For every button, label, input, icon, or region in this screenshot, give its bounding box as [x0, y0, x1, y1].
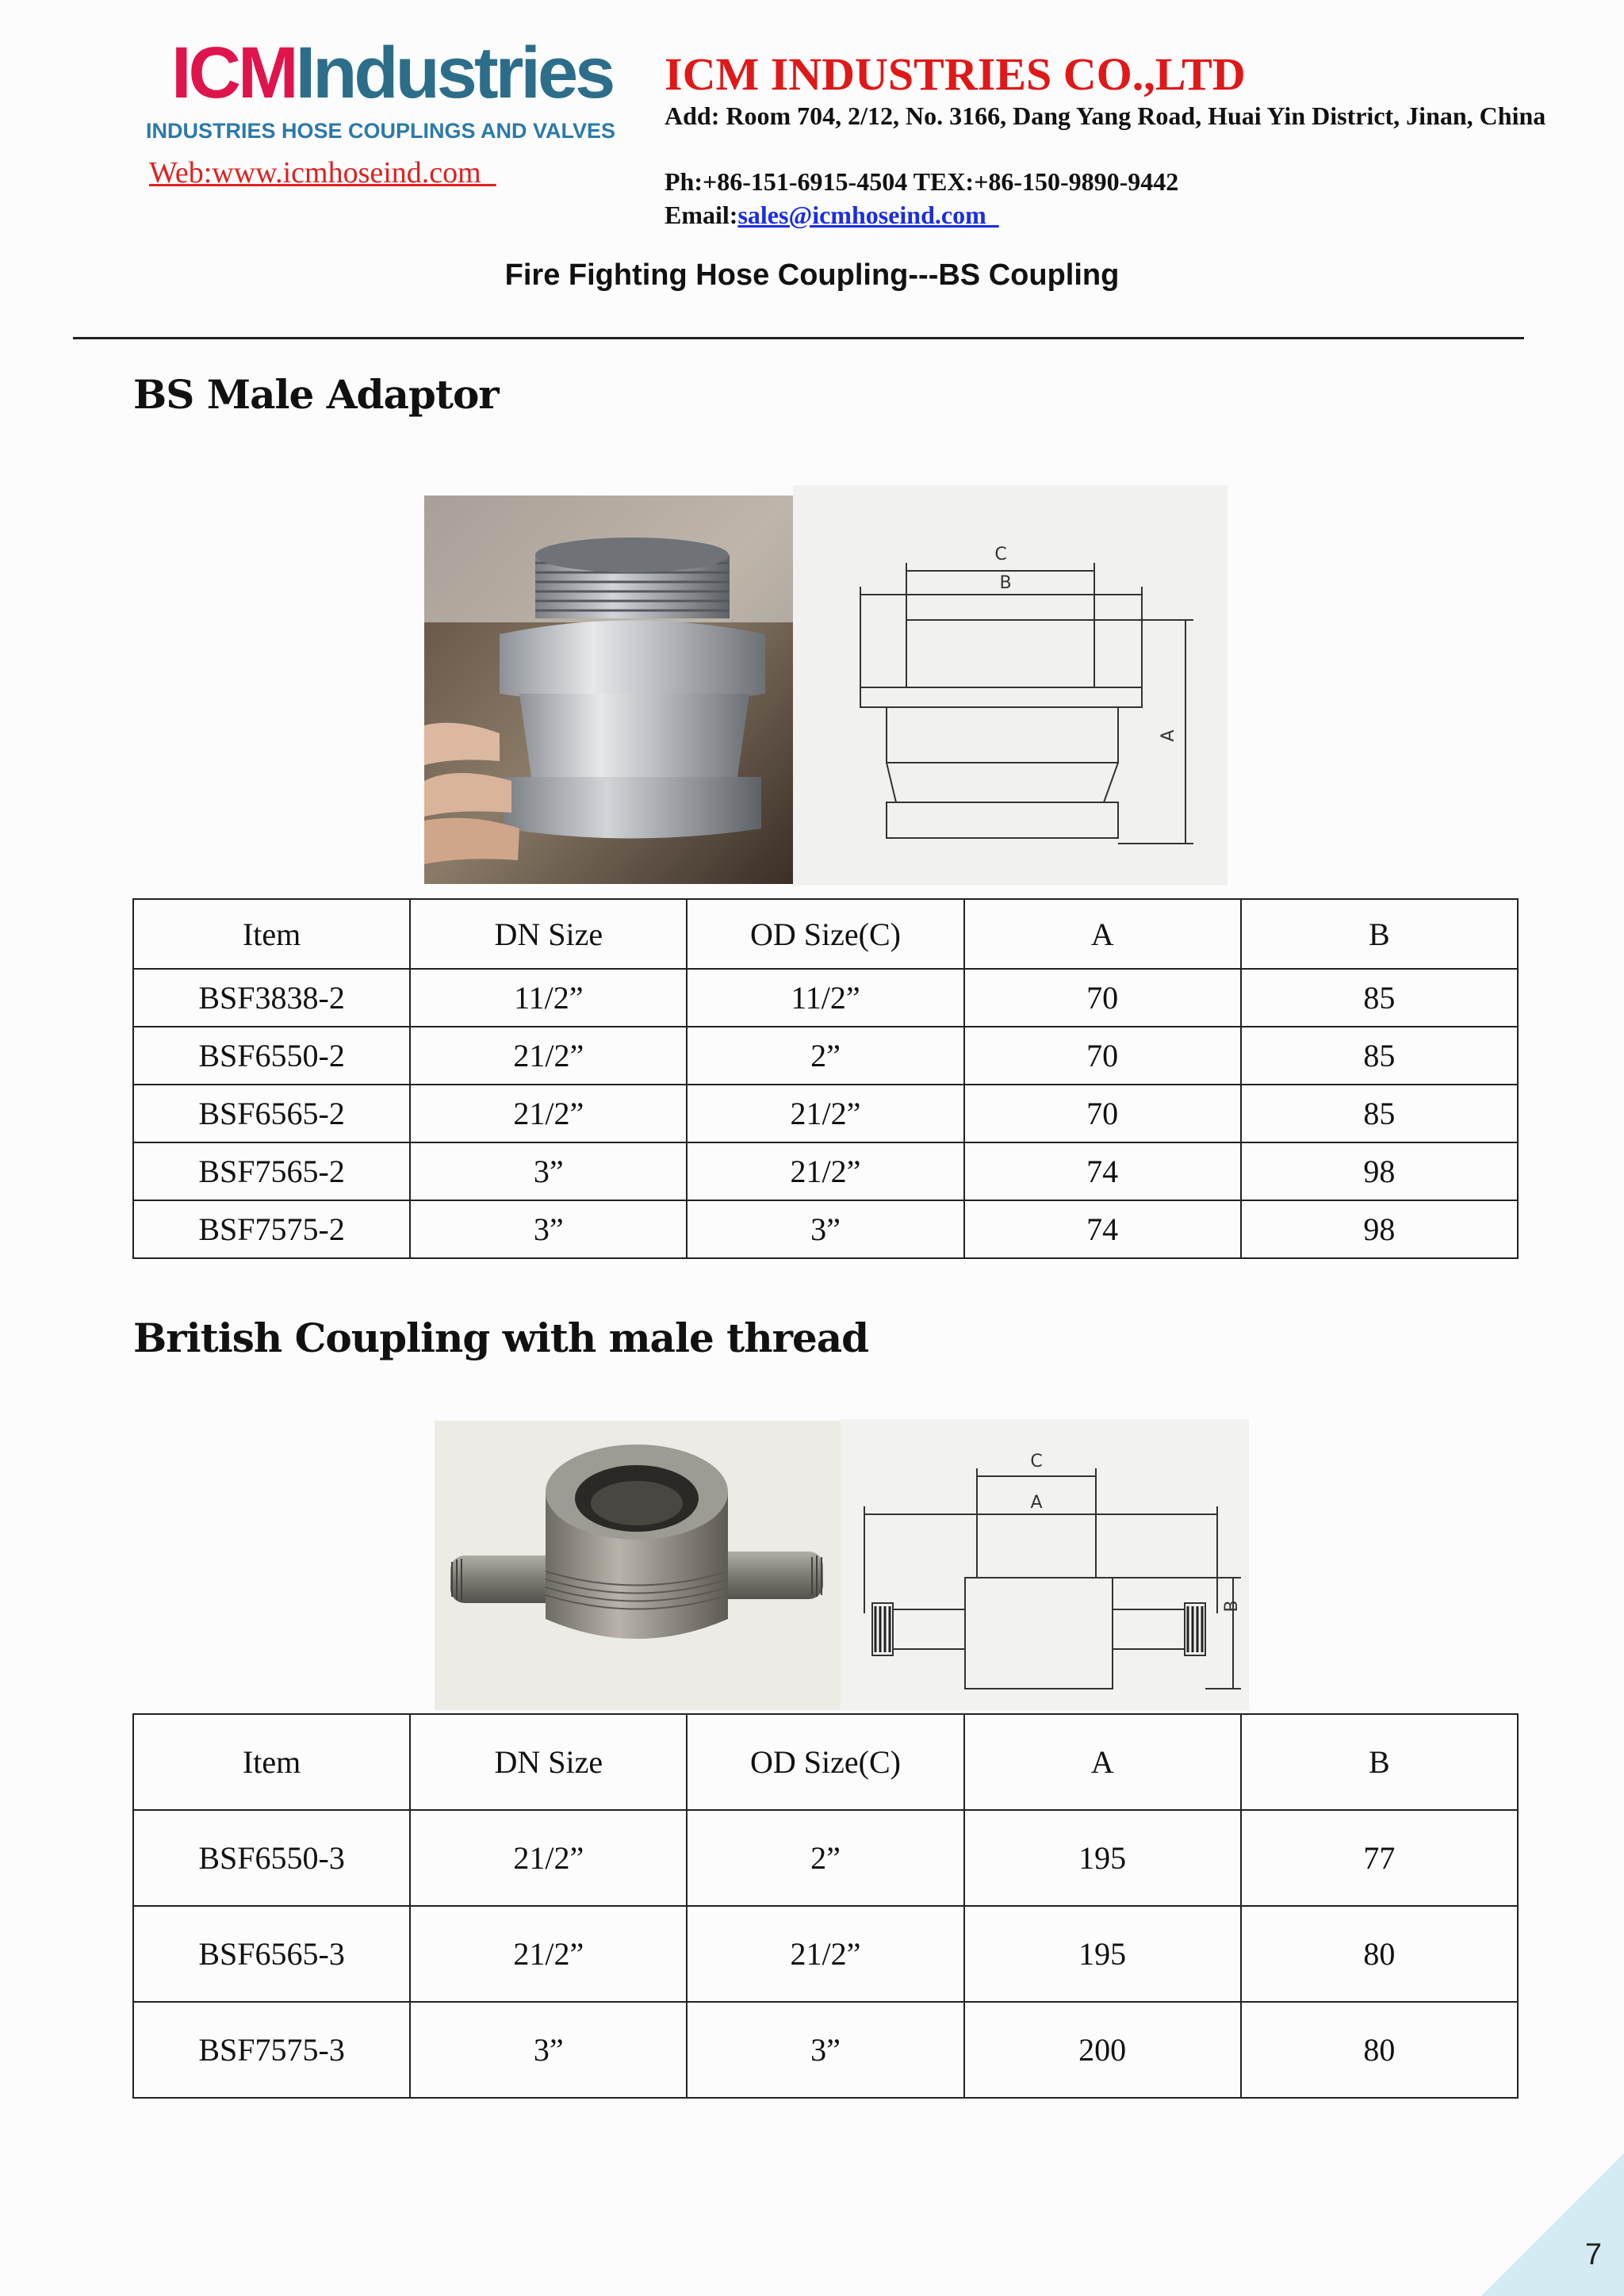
bs-male-adaptor-drawing: [793, 485, 1228, 886]
company-address: Add: Room 704, 2/12, No. 3166, Dang Yang Road, Huai Yin District, Jinan, China: [665, 101, 1546, 130]
company-email: [665, 201, 999, 230]
document-title: Fire Fighting Hose Coupling---BS Coupling: [504, 258, 1120, 292]
cell-item: BSF7575-2: [133, 1200, 410, 1258]
cell-item: BSF3838-2: [133, 969, 410, 1027]
header-od-size: OD Size(C): [687, 1714, 963, 1810]
cell-a: 74: [964, 1200, 1241, 1258]
header-b: B: [1241, 1714, 1518, 1810]
email-label: Email:: [665, 201, 738, 229]
cell-od-size: 21/2”: [687, 1142, 963, 1200]
bs-male-adaptor-photo: [424, 496, 793, 884]
cell-od-size: 2”: [687, 1810, 963, 1906]
header-od-size: OD Size(C): [687, 899, 963, 969]
cell-a: 195: [964, 1810, 1241, 1906]
cell-dn-size: 11/2”: [410, 969, 687, 1027]
table-row: [133, 1200, 1518, 1258]
british-coupling-photo: [435, 1421, 841, 1710]
cell-dn-size: 3”: [410, 1200, 687, 1258]
table-header-row: [133, 899, 1518, 969]
cell-dn-size: 21/2”: [410, 1085, 687, 1142]
table-row: [133, 1027, 1518, 1085]
cell-b: 85: [1241, 1027, 1518, 1085]
logo-icm-text: ICM: [171, 33, 296, 113]
company-logo: [143, 33, 634, 195]
cell-b: 85: [1241, 1085, 1518, 1142]
company-phone: Ph:+86-151-6915-4504 TEX:+86-150-9890-9442: [665, 167, 1179, 196]
table-row: [133, 2002, 1518, 2098]
cell-b: 77: [1241, 1810, 1518, 1906]
table-row: [133, 1906, 1518, 2002]
logo-tagline: INDUSTRIES HOSE COUPLINGS AND VALVES: [146, 119, 616, 143]
page-corner-decoration: [1481, 2153, 1624, 2296]
table-row: [133, 969, 1518, 1027]
cell-b: 98: [1241, 1200, 1518, 1258]
cell-dn-size: 21/2”: [410, 1810, 687, 1906]
cell-b: 85: [1241, 969, 1518, 1027]
cell-item: BSF6550-2: [133, 1027, 410, 1085]
cell-dn-size: 21/2”: [410, 1906, 687, 2002]
drawing-label-a: A: [1159, 729, 1178, 742]
british-coupling-drawing: [841, 1419, 1249, 1711]
cell-od-size: 21/2”: [687, 1085, 963, 1142]
cell-od-size: 3”: [687, 1200, 963, 1258]
cell-dn-size: 21/2”: [410, 1027, 687, 1085]
cell-a: 70: [964, 1027, 1241, 1085]
cell-item: BSF7565-2: [133, 1142, 410, 1200]
header-dn-size: DN Size: [410, 1714, 687, 1810]
header-item: Item: [133, 899, 410, 969]
cell-b: 98: [1241, 1142, 1518, 1200]
cell-a: 200: [964, 2002, 1241, 2098]
spec-table-bs-male-adaptor: [132, 898, 1519, 1259]
cell-b: 80: [1241, 1906, 1518, 2002]
cell-od-size: 3”: [687, 2002, 963, 2098]
cell-od-size: 2”: [687, 1027, 963, 1085]
company-name: ICM INDUSTRIES CO.,LTD: [665, 48, 1246, 100]
table-header-row: [133, 1714, 1518, 1810]
drawing-label-c: C: [1030, 1452, 1043, 1471]
drawing-label-b: B: [1222, 1600, 1242, 1613]
header-a: A: [964, 899, 1241, 969]
cell-item: BSF6550-3: [133, 1810, 410, 1906]
cell-a: 70: [964, 969, 1241, 1027]
cell-item: BSF7575-3: [133, 2002, 410, 2098]
section-title-bs-male-adaptor: BS Male Adaptor: [133, 371, 499, 418]
cell-od-size: 11/2”: [687, 969, 963, 1027]
header-item: Item: [133, 1714, 410, 1810]
cell-b: 80: [1241, 2002, 1518, 2098]
logo-wordmark: [171, 33, 613, 113]
header-b: B: [1241, 899, 1518, 969]
cell-item: BSF6565-2: [133, 1085, 410, 1142]
cell-od-size: 21/2”: [687, 1906, 963, 2002]
cell-a: 195: [964, 1906, 1241, 2002]
drawing-label-a: A: [1030, 1493, 1043, 1513]
table-row: [133, 1085, 1518, 1142]
table-row: [133, 1142, 1518, 1200]
drawing-label-c: C: [994, 545, 1007, 564]
spec-table-british-coupling: [132, 1713, 1519, 2099]
cell-dn-size: 3”: [410, 1142, 687, 1200]
logo-industries-text: Industries: [295, 33, 613, 113]
cell-a: 70: [964, 1085, 1241, 1142]
cell-dn-size: 3”: [410, 2002, 687, 2098]
section-title-british-coupling: British Coupling with male thread: [133, 1314, 869, 1361]
header-dn-size: DN Size: [410, 899, 687, 969]
website-link[interactable]: Web:www.icmhoseind.com: [149, 156, 496, 189]
header-divider: [73, 337, 1524, 339]
table-row: [133, 1810, 1518, 1906]
drawing-label-b: B: [999, 573, 1012, 593]
cell-item: BSF6565-3: [133, 1906, 410, 2002]
header-a: A: [964, 1714, 1241, 1810]
cell-a: 74: [964, 1142, 1241, 1200]
page-number: 7: [1584, 2238, 1602, 2271]
email-link[interactable]: sales@icmhoseind.com: [737, 201, 999, 229]
